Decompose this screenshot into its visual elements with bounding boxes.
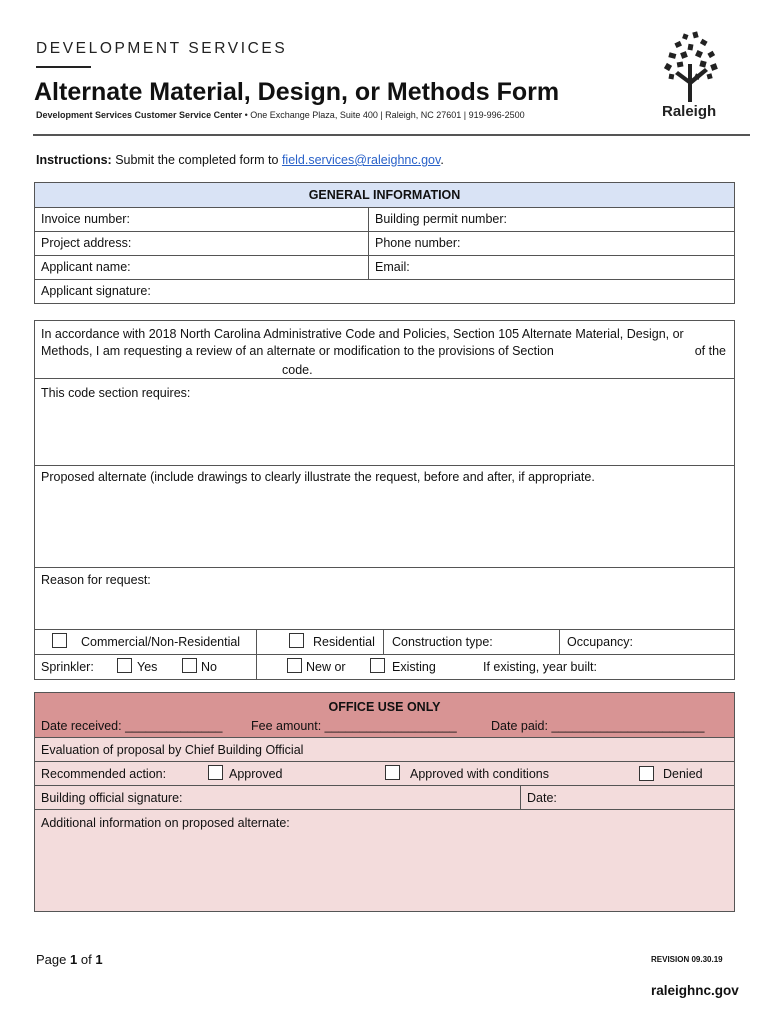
- raleigh-logo-text: Raleigh: [662, 103, 717, 120]
- general-information-heading: GENERAL INFORMATION: [35, 183, 734, 208]
- department-underline: [36, 66, 91, 68]
- evaluation-label: Evaluation of proposal by Chief Building Official: [41, 743, 304, 757]
- applicant-signature-field[interactable]: Applicant signature:: [41, 284, 151, 298]
- email-field[interactable]: Email:: [375, 260, 410, 274]
- code-intro-line2: Methods, I am requesting a review of an alternate or modification to the provisions of Section: [41, 344, 554, 358]
- denied-checkbox[interactable]: [639, 766, 654, 781]
- header-divider: [33, 134, 750, 136]
- official-signature-field[interactable]: Building official signature:: [41, 791, 183, 805]
- reason-label: Reason for request:: [41, 573, 151, 587]
- divider: [383, 630, 384, 654]
- sprinkler-no-label: No: [201, 660, 217, 674]
- commercial-checkbox[interactable]: [52, 633, 67, 648]
- page-number: 1: [70, 952, 78, 967]
- revision-label: REVISION 09.30.19: [651, 955, 723, 964]
- sprinkler-no-checkbox[interactable]: [182, 658, 197, 673]
- sprinkler-row: [35, 655, 734, 680]
- sprinkler-label: Sprinkler:: [41, 660, 94, 674]
- page-indicator: [36, 952, 103, 967]
- occupancy-field[interactable]: Occupancy:: [567, 635, 634, 649]
- applicant-name-field[interactable]: Applicant name:: [41, 260, 131, 274]
- new-checkbox[interactable]: [287, 658, 302, 673]
- general-information-table: [34, 182, 735, 304]
- email-link[interactable]: field.services@raleighnc.gov: [281, 153, 441, 167]
- invoice-number-field[interactable]: Invoice number:: [41, 212, 130, 226]
- official-signature-row: [35, 786, 734, 810]
- code-intro-line2-end: of the: [694, 344, 726, 358]
- building-type-row: [35, 630, 734, 655]
- contact-line: [36, 110, 525, 120]
- denied-label: Denied: [663, 767, 703, 781]
- instructions: [36, 153, 444, 167]
- approved-conditions-label: Approved with conditions: [410, 767, 549, 781]
- divider: [256, 655, 257, 680]
- table-row: [35, 232, 734, 256]
- sprinkler-yes-label: Yes: [137, 660, 158, 674]
- proposed-alternate-label: Proposed alternate (include drawings to clearly illustrate the request, before and after, if appropriate.: [41, 470, 595, 484]
- website-label: raleighnc.gov: [651, 983, 739, 998]
- page-word: Page: [36, 952, 67, 967]
- divider: [559, 630, 560, 654]
- building-permit-field[interactable]: Building permit number:: [375, 212, 508, 226]
- code-intro-row: [35, 321, 734, 379]
- approved-label: Approved: [229, 767, 283, 781]
- existing-label: Existing: [392, 660, 436, 674]
- department-label: DEVELOPMENT SERVICES: [36, 40, 288, 57]
- new-label: New or: [306, 660, 346, 674]
- code-requires-label: This code section requires:: [41, 386, 191, 400]
- residential-label: Residential: [313, 635, 375, 649]
- of-word: of: [80, 952, 92, 967]
- project-address-field[interactable]: Project address:: [41, 236, 132, 250]
- center-name: Development Services Customer Service Center: [36, 110, 243, 120]
- code-request-table: [34, 320, 735, 680]
- instructions-text: Submit the completed form to: [115, 153, 279, 167]
- divider: [256, 630, 257, 654]
- office-use-header: [35, 693, 734, 738]
- table-row: [35, 256, 734, 280]
- table-row: [35, 208, 734, 232]
- approved-checkbox[interactable]: [208, 765, 223, 780]
- year-built-field[interactable]: If existing, year built:: [483, 660, 597, 674]
- table-row: [35, 280, 734, 304]
- center-address: • One Exchange Plaza, Suite 400 | Raleigh, NC 27601 | 919-996-2500: [244, 110, 525, 120]
- instructions-label: Instructions:: [36, 153, 112, 167]
- divider: [520, 786, 521, 809]
- date-received-field[interactable]: Date received: ______________: [41, 719, 223, 733]
- construction-type-field[interactable]: Construction type:: [392, 635, 493, 649]
- reason-field[interactable]: [35, 568, 734, 630]
- existing-checkbox[interactable]: [370, 658, 385, 673]
- evaluation-row: [35, 738, 734, 762]
- date-paid-field[interactable]: Date paid: ______________________: [491, 719, 705, 733]
- code-requires-field[interactable]: [35, 379, 734, 466]
- office-use-table: [34, 692, 735, 912]
- fee-amount-field[interactable]: Fee amount: ___________________: [251, 719, 457, 733]
- instructions-end: .: [440, 153, 444, 167]
- commercial-label: Commercial/Non-Residential: [81, 635, 241, 649]
- sprinkler-yes-checkbox[interactable]: [117, 658, 132, 673]
- code-intro-line3: code.: [282, 363, 313, 377]
- code-intro-line1: In accordance with 2018 North Carolina Administrative Code and Policies, Section 105 Alternate Material, Design, or: [41, 327, 684, 341]
- official-date-field[interactable]: Date:: [527, 791, 557, 805]
- proposed-alternate-field[interactable]: [35, 466, 734, 568]
- form-title: Alternate Material, Design, or Methods Form: [34, 78, 560, 106]
- phone-number-field[interactable]: Phone number:: [375, 236, 461, 250]
- approved-conditions-checkbox[interactable]: [385, 765, 400, 780]
- residential-checkbox[interactable]: [289, 633, 304, 648]
- page-total: 1: [95, 952, 103, 967]
- office-use-heading: OFFICE USE ONLY: [328, 700, 441, 714]
- additional-info-field[interactable]: Additional information on proposed alternate:: [41, 816, 290, 830]
- recommended-label: Recommended action:: [41, 767, 167, 781]
- recommended-row: [35, 762, 734, 786]
